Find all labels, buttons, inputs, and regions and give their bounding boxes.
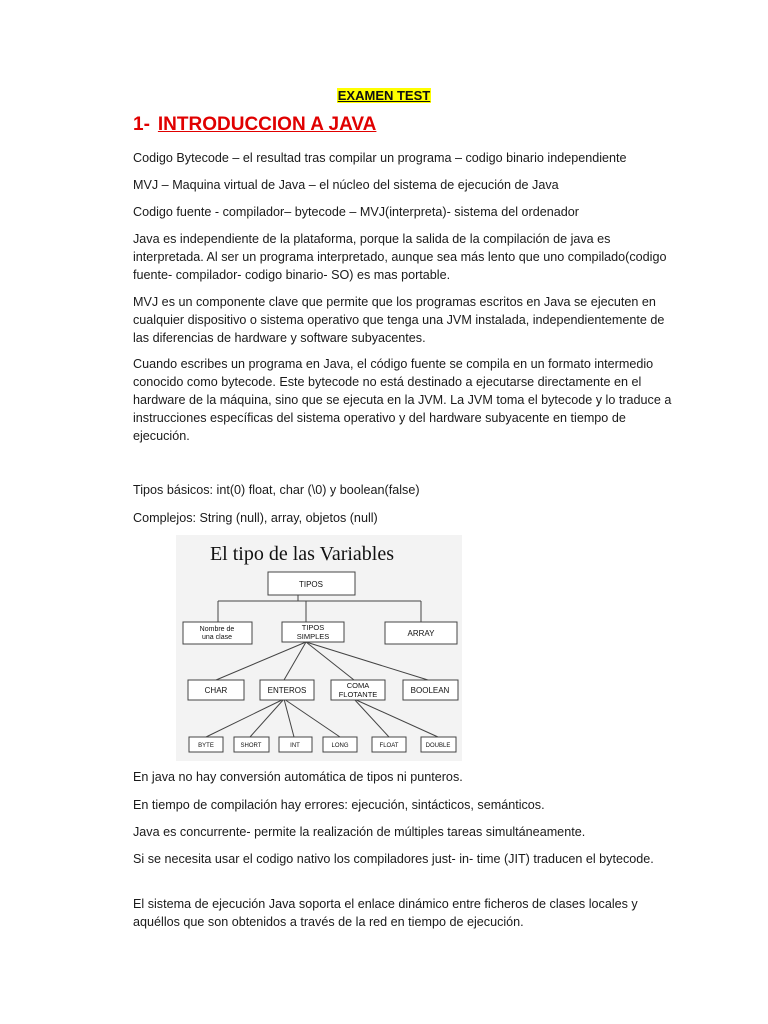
section-title: INTRODUCCION A JAVA: [157, 114, 377, 135]
label-simple-line2: SIMPLES: [296, 632, 330, 641]
label-root: TIPOS: [298, 580, 324, 589]
label-float: FLOAT: [379, 743, 399, 749]
document-title: EXAMEN TEST: [337, 88, 431, 103]
section-heading: [133, 114, 376, 136]
label-double: DOUBLE: [425, 743, 451, 749]
paragraph-concurrency: Java es concurrente- permite la realización de múltiples tareas simultáneamente.: [133, 825, 586, 839]
label-class-line2: una clase: [202, 634, 232, 641]
paragraph-no-conversion: En java no hay conversión automática de tipos ni punteros.: [133, 770, 463, 784]
paragraph-jit: Si se necesita usar el codigo nativo los compiladores just- in- time (JIT) traducen el bytecode.: [133, 852, 654, 866]
variable-types-diagram: [176, 535, 462, 761]
label-coma-line1: COMA: [346, 681, 370, 690]
paragraph-basic-types: Tipos básicos: int(0) float, char (\0) y boolean(false): [133, 483, 420, 497]
label-enteros: ENTEROS: [267, 686, 307, 695]
paragraph-bytecode: Codigo Bytecode – el resultad tras compilar un programa – codigo binario independiente: [133, 151, 627, 165]
paragraph-complex-types: Complejos: String (null), array, objetos (null): [133, 511, 378, 525]
label-class-line1: Nombre de: [199, 626, 235, 633]
label-int: INT: [290, 743, 300, 749]
label-long: LONG: [331, 743, 349, 749]
label-simple-line1: TIPOS: [301, 623, 325, 632]
paragraph-dynamic-linking: El sistema de ejecución Java soporta el enlace dinámico entre ficheros de clases locales y aquéllos que son obtenidos a través de la red en tiempo de ejecución.: [133, 897, 638, 929]
paragraph-compile-errors: En tiempo de compilación hay errores: ejecución, sintácticos, semánticos.: [133, 798, 545, 812]
paragraph-compile-flow: Cuando escribes un programa en Java, el código fuente se compila en un formato intermedio conocido como bytecode. Este bytecode no está destinado a ejecutarse directamente en el hardware de la máquina, sino que se ejecuta en la JVM. La JVM toma el bytecode y lo traduce a instrucciones específicas del sistema operativo y del hardware subyacente en tiempo de ejecución.: [133, 357, 672, 443]
label-array: ARRAY: [407, 629, 435, 638]
diagram-title: El tipo de las Variables: [209, 543, 395, 565]
paragraph-portability: Java es independiente de la plataforma, porque la salida de la compilación de java es interpretada. Al ser un programa interpretado, aunque sea más lento que uno compilado(codigo fuente- compilador- codigo binario- SO) es mas portable.: [133, 232, 667, 282]
diagram-background: [176, 535, 462, 761]
diagram-svg: [176, 535, 462, 761]
section-number: 1-: [133, 114, 150, 135]
paragraph-pipeline: Codigo fuente - compilador– bytecode – MVJ(interpreta)- sistema del ordenador: [133, 205, 579, 219]
label-coma-line2: FLOTANTE: [338, 690, 378, 699]
label-byte: BYTE: [198, 743, 214, 749]
label-boolean: BOOLEAN: [410, 686, 450, 695]
label-short: SHORT: [240, 743, 262, 749]
paragraph-jvm-role: MVJ es un componente clave que permite que los programas escritos en Java se ejecuten en cualquier dispositivo o sistema operativo que tenga una JVM instalada, independientemente de las diferencias de hardware y software subyacentes.: [133, 295, 665, 345]
title-container: [0, 87, 768, 105]
paragraph-mvj: MVJ – Maquina virtual de Java – el núcleo del sistema de ejecución de Java: [133, 178, 559, 192]
label-char: CHAR: [204, 686, 228, 695]
